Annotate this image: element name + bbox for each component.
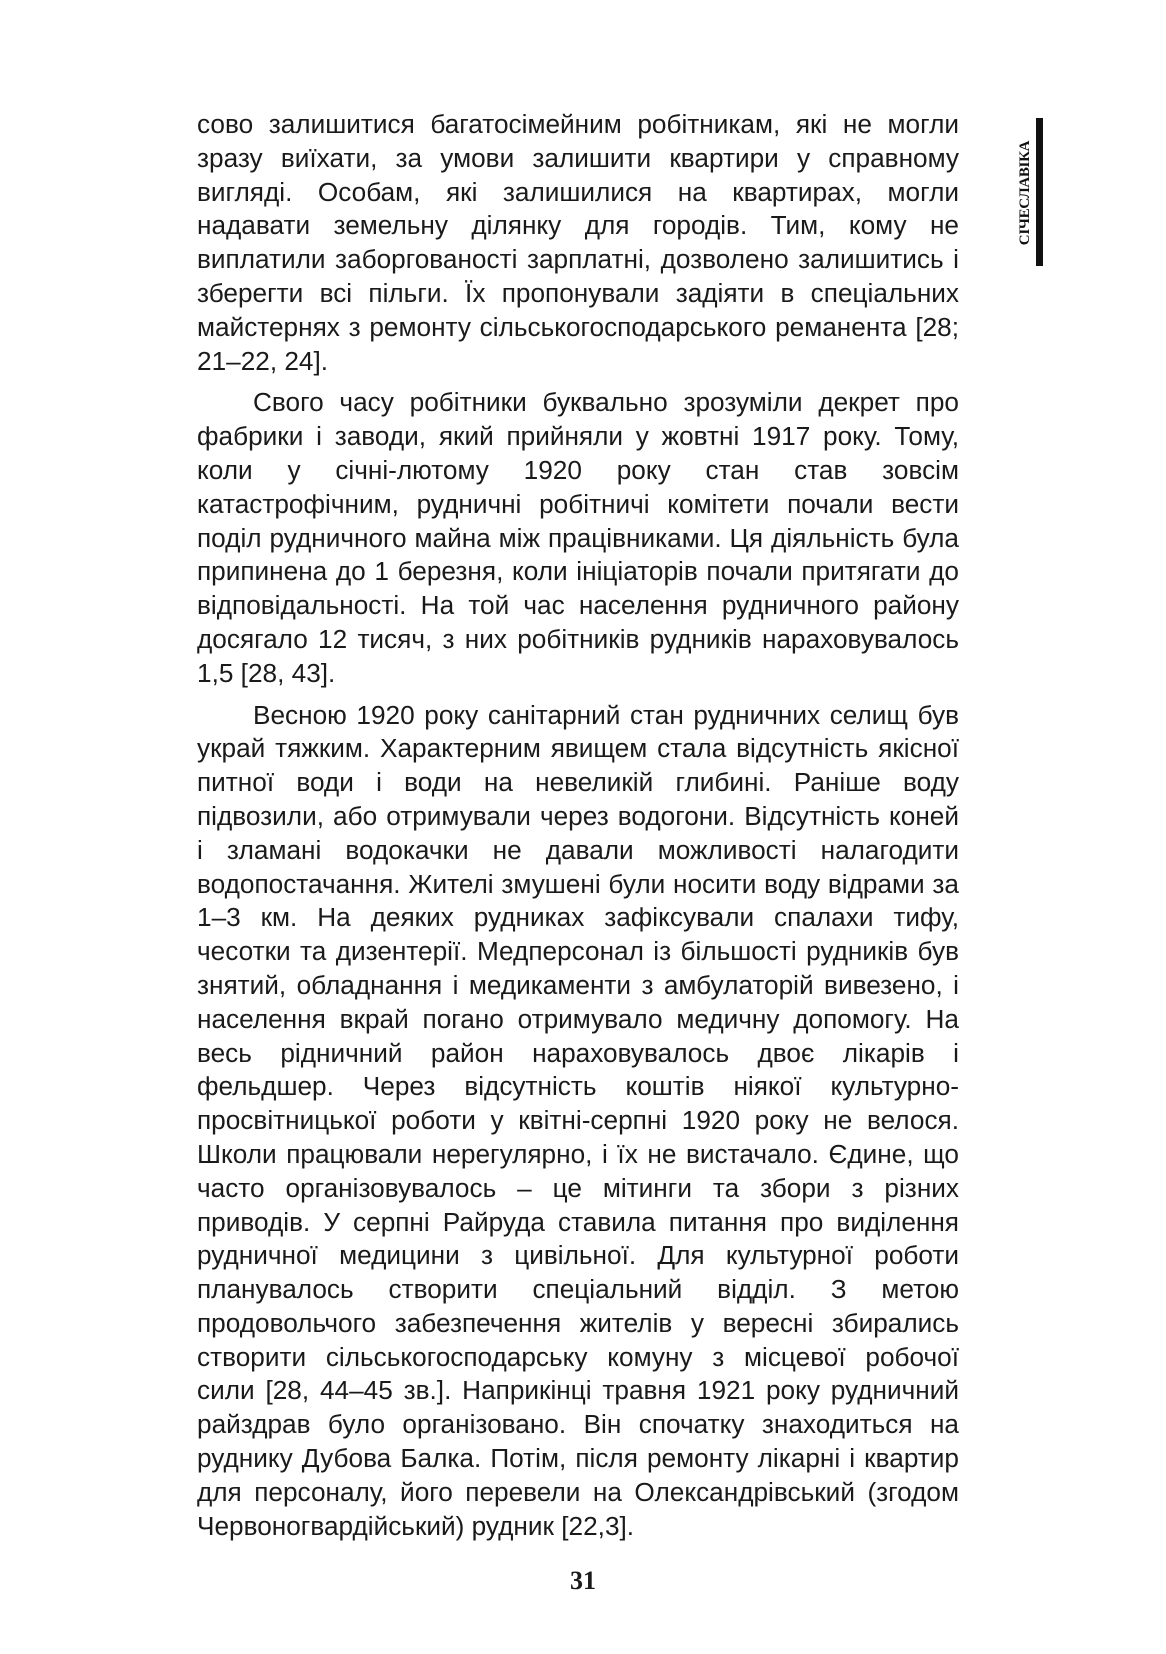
side-logo-text: СІЧЕСЛАВІКА xyxy=(1017,140,1033,246)
side-logo-bar xyxy=(1036,118,1043,266)
paragraph-3: Весною 1920 року санітарний стан рудничних селищ був украй тяжким. Характерним явищем стала відсутність якісної питної води і води на невеликій глибині. Раніше воду підвозили, або отримували через водогони. Відсутність коней і зламані водокачки не давали можливості налагодити водопостачання. Жителі змушені були носити воду відрами за 1–3 км. На деяких рудниках зафіксували спалахи тифу, чесотки та дизентерії. Медперсонал із більшості рудників був знятий, обладнання і медикаменти з амбулаторій вивезено, і населення вкрай погано отримувало медичну допомогу. На весь рідничний район нараховувалось двоє лікарів і фельдшер. Через відсутність коштів ніякої культурно-просвітницької роботи у квітні-серпні 1920 року не велося. Школи працювали нерегулярно, і їх не вистачало. Єдине, що часто організовувалось – це мітинги та збори з різних приводів. У серпні Райруда ставила питання про виділення рудничної медицини з цивільної. Для культурної роботи планувалось створити спеціальний відділ. З метою продовольчого забезпечення жителів у вересні збирались створити сільськогосподарську комуну з місцевої робочої сили [28, 44–45 зв.]. Наприкінці травня 1921 року рудничний райздрав було організовано. Він спочатку знаходиться на руднику Дубова Балка. Потім, після ремонту лікарні і квартир для персоналу, його перевели на Олександрівський (згодом Червоногвардійський) рудник [22,3]. xyxy=(197,699,959,1541)
paragraph-2: Свого часу робітники буквально зрозуміли декрет про фабрики і заводи, який прийняли у жовтні 1917 року. Тому, коли у січні-лютому 1920 року стан став зовсім катастрофічним, рудничні робітничі комітети почали вести поділ рудничного майна між працівниками. Ця діяльність була припинена до 1 березня, коли ініціаторів почали притягати до відповідальності. На той час населення рудничного району досягало 12 тисяч, з них робітників рудників нараховувалось 1,5 [28, 43]. xyxy=(197,387,959,688)
paragraph-1: сово залишитися багатосімейним робітникам, які не могли зразу виїхати, за умови залишити квартири у справному вигляді. Особам, які залишилися на квартирах, могли надавати земельну ділянку для городів. Тим, кому не виплатили заборгованості зарплатні, дозволено залишитись і зберегти всі пільги. Їх пропонували задіяти в спеціальних майстернях з ремонту сільськогосподарського реманента [28; 21–22, 24]. xyxy=(197,109,959,376)
page-number: 31 xyxy=(570,1566,596,1595)
body-text xyxy=(197,108,959,1551)
side-logo xyxy=(1000,118,1050,268)
